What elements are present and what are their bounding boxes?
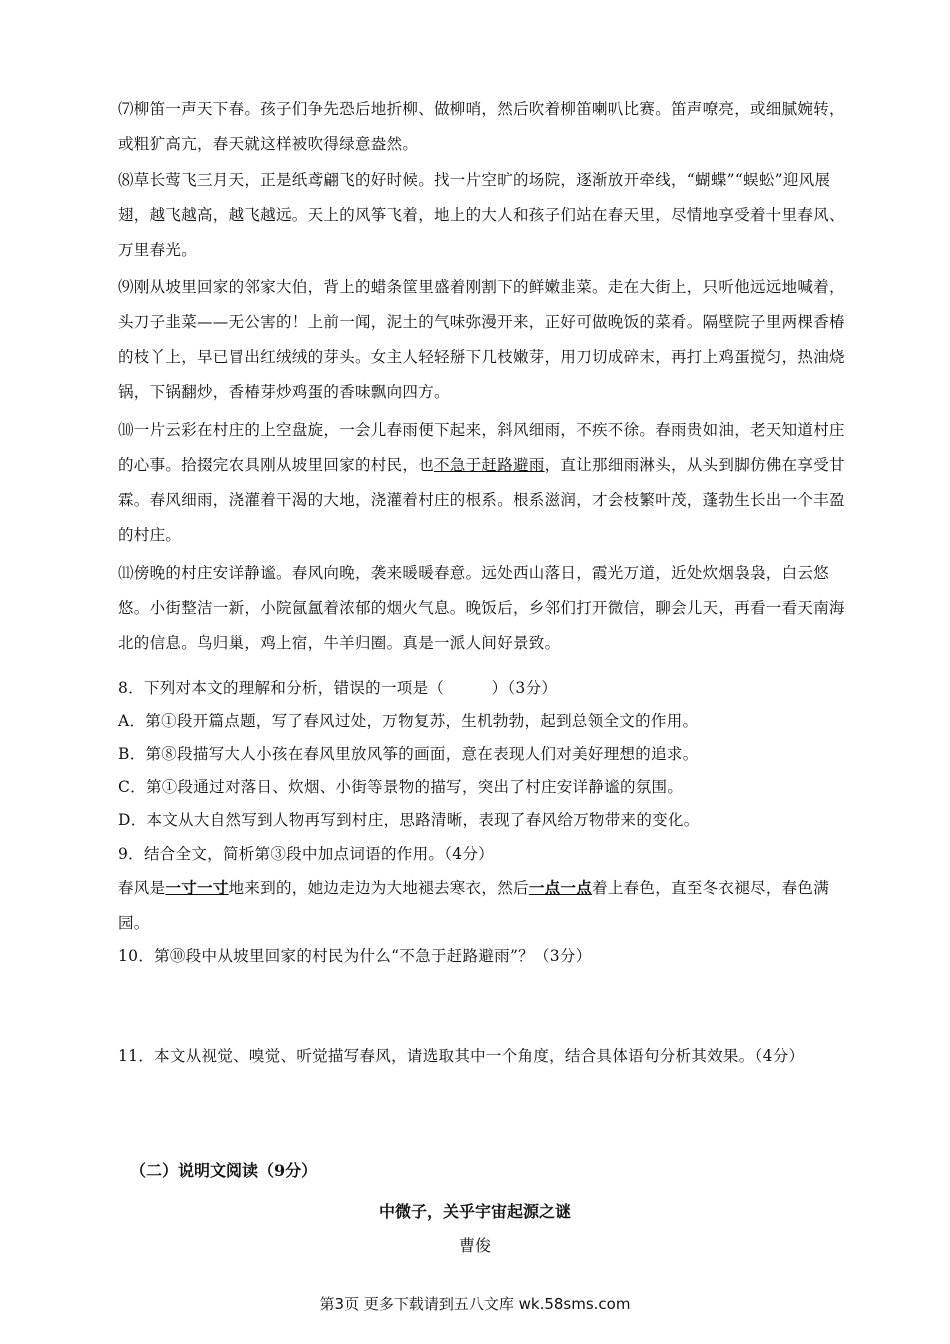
underlined-phrase: 不急于赶路避雨 [434,456,545,474]
question-8-option-d: D．本文从大自然写到人物再写到村庄，思路清晰，表现了春风给万物带来的变化。 [118,811,700,829]
article-author: 曹俊 [458,1236,491,1255]
question-8-option-c: C．第①段通过对落日、炊烟、小街等景物的描写，突出了村庄安详静谧的氛围。 [118,778,684,796]
question-8-option-b: B．第⑧段描写大人小孩在春风里放风筝的画面，意在表现人们对美好理想的追求。 [118,745,699,763]
paragraph-7: ⑺柳笛一声天下春。孩子们争先恐后地折柳、做柳哨，然后吹着柳笛喇叭比赛。笛声嘹亮，或细腻婉转，或粗犷高亢，春天就这样被吹得绿意盎然。 [118,100,845,153]
paragraph-10-text-a: ⑽一片云彩在村庄的上空盘旋，一会儿春雨便下起来，斜风细雨，不疾不徐。春雨贵如油，老天知道村庄的心事。拾掇完农具刚从坡里回家的村民，也 [118,421,845,474]
quote-text-3: 着上春色，直至冬衣褪尽，春色满园。 [118,879,830,932]
paragraph-10 [118,413,858,553]
section-heading: （二）说明文阅读（9分） [130,1161,318,1180]
paragraph-10-text-b: ，直让那细雨淋头，从头到脚仿佛在享受甘霖。春风细雨，浇灌着干渴的大地，浇灌着村庄的根系。根系滋润，才会枝繁叶茂，蓬勃生长出一个丰盈的村庄。 [118,456,845,544]
quote-text-1: 春风是 [118,879,166,897]
question-11: 11．本文从视觉、嗅觉、听觉描写春风，请选取其中一个角度，结合具体语句分析其效果。（4分） [118,1047,805,1065]
question-9-quote [118,870,858,941]
dotted-phrase-2: 一点一点 [528,878,593,897]
question-10: 10．第⑩段中从坡里回家的村民为什么“不急于赶路避雨”？（3分） [118,947,592,965]
dotted-phrase-1: 一寸一寸 [165,878,229,897]
question-8: 8．下列对本文的理解和分析，错误的一项是（ ）（3分） [118,679,558,697]
question-9: 9．结合全文，简析第③段中加点词语的作用。（4分） [118,845,494,863]
page-footer: 第3页 更多下载请到五八文库 wk.58sms.com [319,1295,631,1313]
paragraph-11: ⑾傍晚的村庄安详静谧。春风向晚，袭来暖暖春意。远处西山落日，霞光万道，近处炊烟袅袅，白云悠悠。小街整洁一新，小院氤氲着浓郁的烟火气息。晚饭后，乡邻们打开微信，聊会儿天，再看一看天南海北的信息。鸟归巢，鸡上宿，牛羊归圈。真是一派人间好景致。 [118,564,845,652]
quote-text-2: 地来到的，她边走边为大地褪去寒衣，然后 [228,879,529,897]
question-8-option-a: A．第①段开篇点题，写了春风过处，万物复苏，生机勃勃，起到总领全文的作用。 [118,712,699,730]
paragraph-9: ⑼刚从坡里回家的邻家大伯，背上的蜡条筐里盛着刚割下的鲜嫩韭菜。走在大街上，只听他远远地喊着，头刀子韭菜——无公害的！上前一闻，泥土的气味弥漫开来，正好可做晚饭的菜肴。隔壁院子里两棵香椿的枝丫上，早已冒出红绒绒的芽头。女主人轻轻掰下几枝嫩芽，用刀切成碎末，再打上鸡蛋搅匀，热油烧锅，下锅翻炒，香椿芽炒鸡蛋的香味飘向四方。 [118,278,845,401]
article-title: 中微子，关乎宇宙起源之谜 [378,1202,571,1221]
paragraph-8: ⑻草长莺飞三月天，正是纸鸢翩飞的好时候。找一片空旷的场院，逐渐放开牵线，“蝴蝶”“蜈蚣”迎风展翅，越飞越高，越飞越远。天上的风筝飞着，地上的大人和孩子们站在春天里，尽情地享受着十里春风、万里春光。 [118,171,845,259]
